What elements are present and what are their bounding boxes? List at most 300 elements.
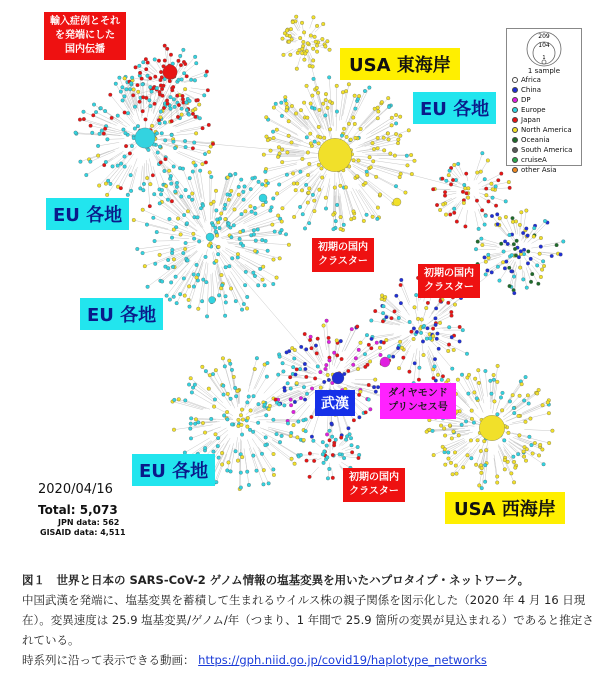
network-node [432, 453, 436, 457]
network-node [314, 40, 318, 44]
network-node [481, 243, 485, 247]
network-node [538, 443, 542, 447]
network-node [178, 292, 182, 296]
network-node [390, 124, 394, 128]
network-node [364, 181, 368, 185]
network-node [114, 82, 118, 86]
network-node [303, 398, 307, 402]
network-node [532, 235, 536, 239]
network-node [211, 142, 215, 146]
network-node [133, 105, 137, 109]
network-node [121, 99, 125, 103]
network-node [443, 447, 447, 451]
network-node [201, 126, 205, 130]
network-node [339, 215, 343, 219]
network-node [183, 62, 187, 66]
network-node [359, 390, 363, 394]
network-node [431, 327, 435, 331]
network-node [173, 105, 177, 109]
network-node [315, 24, 319, 28]
network-node [490, 271, 494, 275]
network-node [477, 381, 481, 385]
network-node [172, 228, 176, 232]
network-node [299, 396, 303, 400]
network-node [171, 265, 175, 269]
network-node [482, 439, 486, 443]
network-node [460, 373, 464, 377]
network-node [163, 169, 167, 173]
network-node [512, 406, 516, 410]
network-node [311, 193, 315, 197]
network-node [183, 87, 187, 91]
hub-node [135, 128, 155, 148]
network-node [160, 87, 164, 91]
network-node [181, 251, 185, 255]
network-node [159, 161, 163, 165]
network-node [394, 122, 398, 126]
network-node [245, 307, 249, 311]
network-node [382, 136, 386, 140]
network-node [188, 305, 192, 309]
network-node [277, 183, 281, 187]
network-node [163, 44, 167, 48]
network-node [541, 403, 545, 407]
network-node [152, 216, 156, 220]
network-node [119, 162, 123, 166]
network-node [408, 370, 412, 374]
network-node [169, 53, 173, 57]
network-node [79, 160, 83, 164]
network-node [267, 407, 271, 411]
network-node [559, 253, 563, 257]
network-node [357, 348, 361, 352]
network-node [289, 387, 293, 391]
network-node [532, 226, 536, 230]
network-node [141, 208, 145, 212]
network-node [484, 369, 488, 373]
network-node [265, 135, 269, 139]
network-node [229, 189, 233, 193]
network-node [252, 394, 256, 398]
network-node [182, 48, 186, 52]
network-node [499, 172, 503, 176]
network-node [302, 438, 306, 442]
network-node [295, 368, 299, 372]
network-node [187, 383, 191, 387]
network-node [198, 116, 202, 120]
network-node [158, 90, 162, 94]
network-node [367, 343, 371, 347]
network-node [82, 117, 86, 121]
network-node [312, 199, 316, 203]
network-node [272, 106, 276, 110]
network-node [541, 448, 545, 452]
network-node [274, 102, 278, 106]
network-node [171, 85, 175, 89]
network-node [245, 295, 249, 299]
network-node [365, 173, 369, 177]
network-node [108, 93, 112, 97]
network-node [525, 209, 529, 213]
network-node [97, 184, 101, 188]
network-node [188, 176, 192, 180]
network-node [503, 267, 507, 271]
network-node [260, 238, 264, 242]
legend [506, 28, 582, 174]
network-node [233, 386, 237, 390]
network-node [364, 411, 368, 415]
network-node [495, 481, 499, 485]
network-node [319, 370, 323, 374]
network-node [374, 390, 378, 394]
network-node [335, 84, 339, 88]
network-node [289, 398, 293, 402]
network-node [272, 258, 276, 262]
legend-swatch [512, 97, 518, 103]
network-node [476, 240, 480, 244]
network-node [425, 430, 429, 434]
network-node [366, 363, 370, 367]
network-node [393, 310, 397, 314]
network-node [222, 393, 226, 397]
network-node [312, 459, 316, 463]
network-node [266, 249, 270, 253]
network-node [215, 234, 219, 238]
network-node [356, 445, 360, 449]
network-node [119, 90, 123, 94]
network-node [227, 222, 231, 226]
network-node [503, 240, 507, 244]
network-node [216, 436, 220, 440]
network-node [103, 109, 107, 113]
network-node [441, 177, 445, 181]
network-node [96, 144, 100, 148]
network-node [464, 420, 468, 424]
network-node [247, 483, 251, 487]
legend-item-label: cruiseA [521, 156, 547, 164]
network-node [313, 35, 317, 39]
network-node [352, 210, 356, 214]
network-node [342, 456, 346, 460]
network-node [410, 172, 414, 176]
network-node [308, 338, 312, 342]
network-node [205, 315, 209, 319]
caption-video-label: 時系列に沿って表示できる動画： [22, 653, 195, 667]
network-node [85, 173, 89, 177]
legend-swatch [512, 117, 518, 123]
network-node [175, 181, 179, 185]
legend-scale [507, 29, 581, 69]
network-node [512, 411, 516, 415]
network-node [312, 77, 316, 81]
network-node [302, 101, 306, 105]
network-node [136, 247, 140, 251]
network-node [146, 61, 150, 65]
network-node [142, 182, 146, 186]
network-node [496, 178, 500, 182]
legend-swatch [512, 137, 518, 143]
network-node [237, 193, 241, 197]
network-node [177, 59, 181, 63]
network-node [214, 189, 218, 193]
network-node [310, 346, 314, 350]
network-node [276, 155, 280, 159]
network-node [236, 459, 240, 463]
network-node [226, 418, 230, 422]
network-node [287, 119, 291, 123]
network-node [273, 230, 277, 234]
network-node [467, 392, 471, 396]
network-node [190, 391, 194, 395]
network-node [126, 193, 130, 197]
figure-caption [22, 570, 602, 670]
network-node [291, 172, 295, 176]
network-node [500, 409, 504, 413]
legend-scale-min: 1 [542, 55, 546, 61]
network-node [226, 392, 230, 396]
network-node [157, 118, 161, 122]
hub-node [206, 233, 214, 241]
network-node [158, 202, 162, 206]
network-node [311, 59, 315, 63]
network-node [125, 88, 129, 92]
legend-item [507, 145, 581, 155]
network-node [253, 274, 257, 278]
network-node [272, 136, 276, 140]
network-node [367, 398, 371, 402]
network-node [522, 455, 526, 459]
label-eu-2: EU 各地 [46, 198, 129, 230]
network-node [294, 112, 298, 116]
network-node [326, 106, 330, 110]
network-node [290, 104, 294, 108]
stats-jpn: JPN data: 562 [58, 518, 120, 527]
network-node [551, 429, 555, 433]
label-early-cluster-3: 初期の国内 クラスター [343, 468, 405, 502]
network-node [204, 369, 208, 373]
network-node [328, 438, 332, 442]
network-node [98, 132, 102, 136]
network-node [470, 409, 474, 413]
network-node [519, 250, 523, 254]
network-node [292, 423, 296, 427]
network-node [349, 436, 353, 440]
network-node [334, 219, 338, 223]
network-node [153, 262, 157, 266]
network-node [368, 360, 372, 364]
network-node [132, 218, 136, 222]
network-node [433, 365, 437, 369]
network-node [181, 94, 185, 98]
network-node [210, 175, 214, 179]
network-node [145, 176, 149, 180]
network-node [145, 96, 149, 100]
network-node [487, 200, 491, 204]
network-node [439, 424, 443, 428]
network-node [169, 182, 173, 186]
network-node [151, 173, 155, 177]
network-node [445, 179, 449, 183]
network-node [246, 401, 250, 405]
network-node [298, 36, 302, 40]
network-node [477, 368, 481, 372]
network-node [446, 349, 450, 353]
network-node [494, 185, 498, 189]
video-link[interactable]: https://gph.niid.go.jp/covid19/haplotype_networks [198, 653, 487, 667]
network-node [512, 460, 516, 464]
network-node [376, 217, 380, 221]
network-node [239, 486, 243, 490]
network-node [434, 307, 438, 311]
network-node [376, 106, 380, 110]
network-node [499, 396, 503, 400]
network-node [192, 273, 196, 277]
network-node [204, 161, 208, 165]
network-node [520, 382, 524, 386]
network-node [185, 101, 189, 105]
network-node [376, 116, 380, 120]
network-node [282, 53, 286, 57]
network-node [148, 204, 152, 208]
network-node [228, 173, 232, 177]
network-node [443, 463, 447, 467]
network-node [496, 265, 500, 269]
network-node [345, 435, 349, 439]
network-node [464, 172, 468, 176]
network-node [458, 340, 462, 344]
network-node [327, 340, 331, 344]
network-node [223, 314, 227, 318]
network-node [173, 398, 177, 402]
network-node [109, 182, 113, 186]
network-node [357, 456, 361, 460]
legend-swatch [512, 167, 518, 173]
network-node [327, 336, 331, 340]
network-node [447, 457, 451, 461]
network-node [402, 356, 406, 360]
network-node [398, 115, 402, 119]
network-node [466, 453, 470, 457]
network-node [473, 377, 477, 381]
network-node [351, 363, 355, 367]
network-node [213, 226, 217, 230]
network-node [200, 299, 204, 303]
network-node [322, 461, 326, 465]
network-node [153, 239, 157, 243]
network-node [542, 264, 546, 268]
network-node [194, 61, 198, 65]
network-node [179, 195, 183, 199]
network-node [369, 407, 373, 411]
network-node [280, 160, 284, 164]
network-node [204, 74, 208, 78]
network-node [412, 337, 416, 341]
network-node [163, 139, 167, 143]
network-node [148, 85, 152, 89]
network-node [168, 298, 172, 302]
network-node [420, 318, 424, 322]
network-node [308, 452, 312, 456]
legend-items [507, 75, 581, 175]
network-node [283, 404, 287, 408]
network-node [249, 204, 253, 208]
network-node [347, 426, 351, 430]
network-node [376, 146, 380, 150]
network-node [438, 321, 442, 325]
network-node [284, 95, 288, 99]
network-node [255, 469, 259, 473]
network-node [271, 197, 275, 201]
network-node [246, 425, 250, 429]
network-node [271, 282, 275, 286]
label-wuhan: 武漢 [315, 390, 355, 416]
network-node [453, 451, 457, 455]
network-node [342, 127, 346, 131]
network-node [479, 170, 483, 174]
network-node [483, 463, 487, 467]
network-node [433, 357, 437, 361]
network-node [415, 330, 419, 334]
network-node [252, 233, 256, 237]
network-node [496, 412, 500, 416]
network-node [447, 301, 451, 305]
network-node [484, 273, 488, 277]
network-node [89, 124, 93, 128]
network-node [172, 295, 176, 299]
network-node [315, 86, 319, 90]
network-node [424, 306, 428, 310]
network-node [207, 244, 211, 248]
network-node [251, 177, 255, 181]
network-node [299, 108, 303, 112]
network-node [466, 196, 470, 200]
network-node [518, 394, 522, 398]
network-node [486, 269, 490, 273]
network-node [381, 319, 385, 323]
network-node [339, 184, 343, 188]
network-node [512, 242, 516, 246]
legend-item-label: Europe [521, 106, 546, 114]
network-node [461, 190, 465, 194]
network-node [300, 51, 304, 55]
legend-item-label: South America [521, 146, 573, 154]
network-node [502, 439, 506, 443]
stats-total: Total: 5,073 [38, 503, 118, 517]
network-node [230, 235, 234, 239]
network-node [535, 264, 539, 268]
network-node [311, 94, 315, 98]
network-node [377, 110, 381, 114]
network-node [511, 220, 515, 224]
network-node [187, 298, 191, 302]
network-node [326, 477, 330, 481]
network-node [129, 173, 133, 177]
network-node [170, 133, 174, 137]
network-node [447, 343, 451, 347]
network-node [400, 346, 404, 350]
network-node [224, 217, 228, 221]
network-node [220, 273, 224, 277]
network-node [317, 142, 321, 146]
network-node [370, 337, 374, 341]
network-node [390, 116, 394, 120]
network-node [256, 421, 260, 425]
network-node [301, 157, 305, 161]
network-node [257, 180, 261, 184]
network-node [263, 403, 267, 407]
network-node [164, 184, 168, 188]
network-node [289, 403, 293, 407]
